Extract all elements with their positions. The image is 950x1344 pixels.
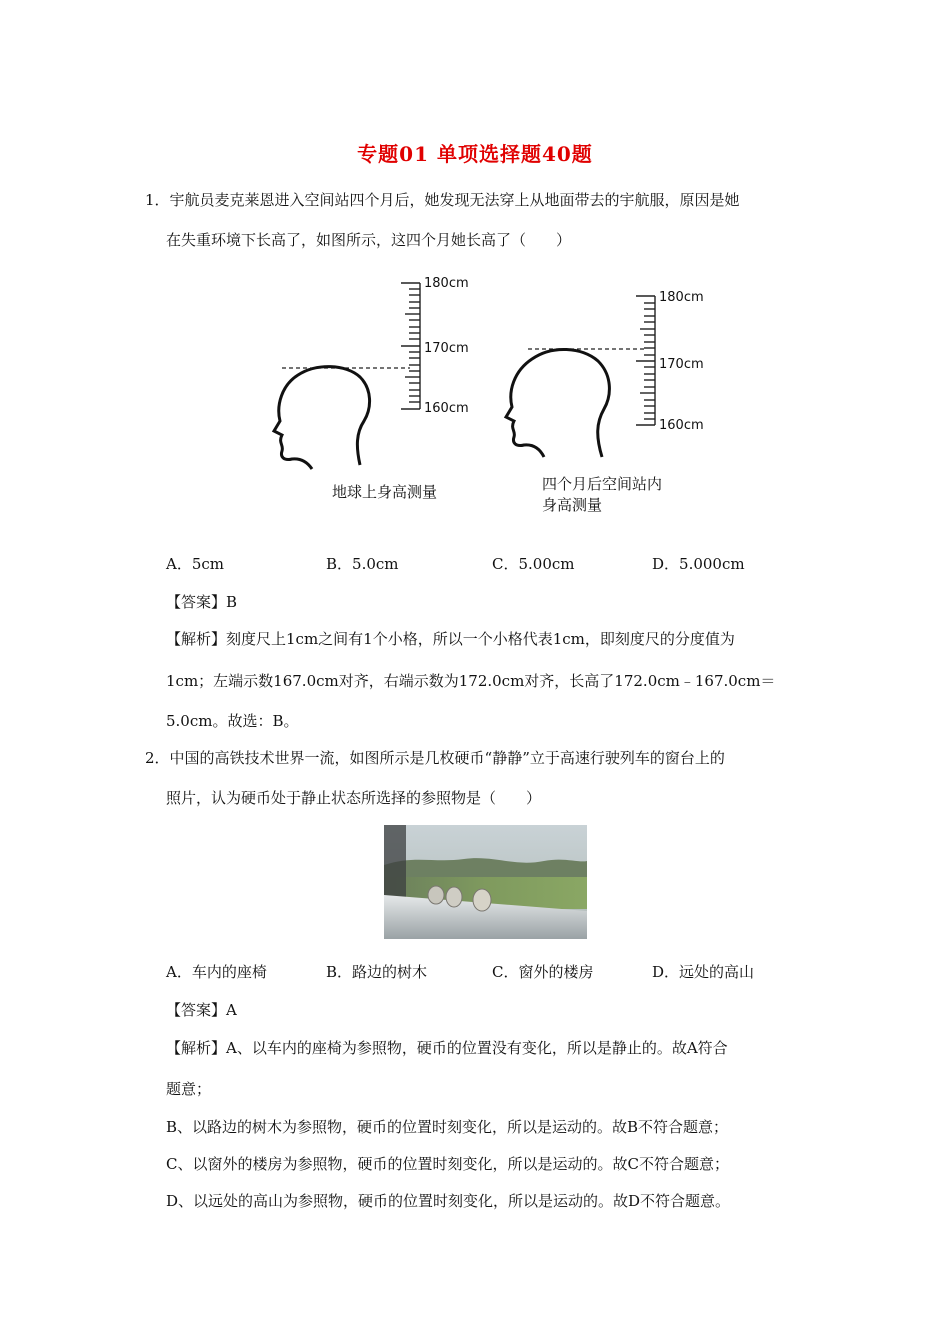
train-window-coins-photo bbox=[384, 825, 587, 939]
q1-answer: 【答案】B bbox=[166, 593, 238, 611]
q1-option-d: D．5.000cm bbox=[652, 555, 745, 573]
q2-option-b: B．路边的树木 bbox=[326, 963, 428, 981]
ruler-right-label-160: 160cm bbox=[659, 418, 704, 433]
caption-left: 地球上身高测量 bbox=[332, 483, 438, 501]
ruler-right-label-180: 180cm bbox=[659, 290, 704, 305]
ruler-right-label-170: 170cm bbox=[659, 357, 704, 372]
q1-stem-line2: 在失重环境下长高了，如图所示，这四个月她长高了（ ） bbox=[166, 231, 572, 249]
q2-option-d: D．远处的高山 bbox=[652, 963, 755, 981]
ruler-right bbox=[636, 296, 655, 425]
caption-right-line2: 身高测量 bbox=[542, 496, 603, 514]
head-right-outline bbox=[506, 349, 609, 457]
q2-analysis-line4: C、以窗外的楼房为参照物，硬币的位置时刻变化，所以是运动的。故C不符合题意； bbox=[166, 1155, 729, 1173]
q1-stem-line1: 1．宇航员麦克莱恩进入空间站四个月后，她发现无法穿上从地面带去的宇航服，原因是她 bbox=[145, 191, 740, 209]
ruler-left-label-180: 180cm bbox=[424, 276, 469, 291]
q2-analysis-line5: D、以远处的高山为参照物，硬币的位置时刻变化，所以是运动的。故D不符合题意。 bbox=[166, 1192, 731, 1210]
q1-analysis-line3: 5.0cm。故选：B。 bbox=[166, 712, 299, 730]
q2-stem-line1: 2．中国的高铁技术世界一流，如图所示是几枚硬币“静静”立于高速行驶列车的窗台上的 bbox=[145, 749, 725, 767]
caption-right-line1: 四个月后空间站内 bbox=[542, 475, 663, 493]
ruler-left-label-160: 160cm bbox=[424, 401, 469, 416]
q1-option-b: B．5.0cm bbox=[326, 555, 399, 573]
q1-analysis-line1: 【解析】刻度尺上1cm之间有1个小格，所以一个小格代表1cm，即刻度尺的分度值为 bbox=[166, 630, 735, 648]
q1-option-a: A．5cm bbox=[166, 555, 225, 573]
q2-analysis-line2: 题意； bbox=[166, 1080, 212, 1098]
q2-answer: 【答案】A bbox=[166, 1001, 237, 1019]
q2-stem-line2: 照片，认为硬币处于静止状态所选择的参照物是（ ） bbox=[166, 789, 542, 807]
height-measurement-figure bbox=[260, 265, 720, 525]
q2-analysis-line3: B、以路边的树木为参照物，硬币的位置时刻变化，所以是运动的。故B不符合题意； bbox=[166, 1118, 729, 1136]
q2-option-c: C．窗外的楼房 bbox=[492, 963, 594, 981]
ruler-left-label-170: 170cm bbox=[424, 341, 469, 356]
ruler-left bbox=[401, 283, 420, 409]
q1-option-c: C．5.00cm bbox=[492, 555, 575, 573]
q2-analysis-line1: 【解析】A、以车内的座椅为参照物，硬币的位置没有变化，所以是静止的。故A符合 bbox=[166, 1039, 728, 1057]
q2-option-a: A．车内的座椅 bbox=[166, 963, 267, 981]
page-title: 专题01 单项选择题40题 bbox=[357, 142, 593, 166]
head-left-outline bbox=[274, 367, 370, 469]
q1-analysis-line2: 1cm；左端示数167.0cm对齐，右端示数为172.0cm对齐，长高了172.0cm﹣167.0cm＝ bbox=[166, 672, 776, 690]
